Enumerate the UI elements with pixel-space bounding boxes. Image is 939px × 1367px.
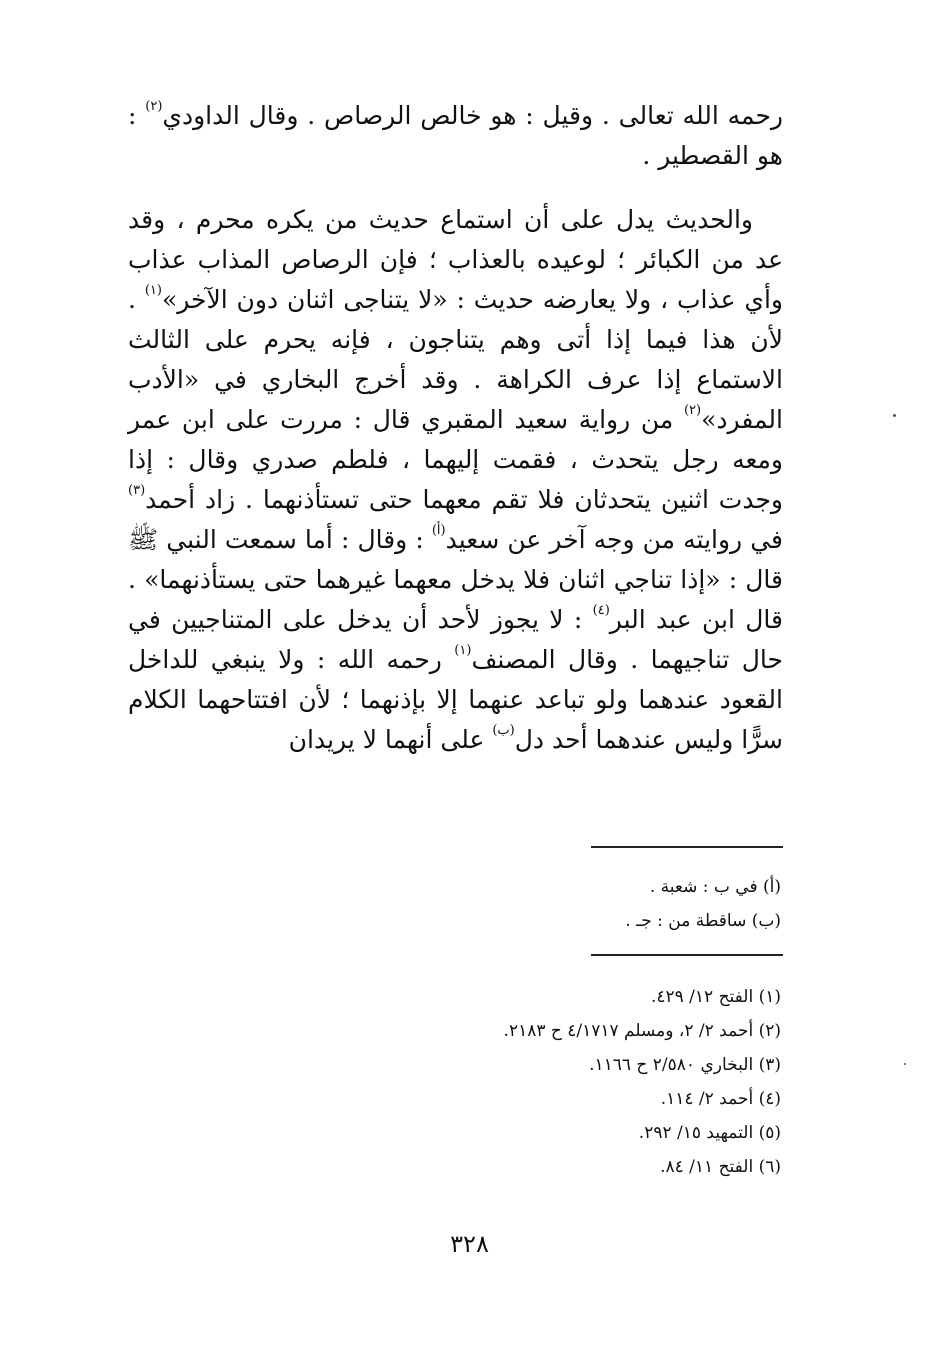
text-segment: : وقال : أما سمعت النبي ﷺ قال : «إذا تناجي اثنان فلا يدخل معهما غيرهما حتى يستأذنهما» . قال ابن عبد البر — [128, 525, 783, 634]
footnote-marker: (ب) — [492, 723, 515, 738]
footnote: (٤) أحمد ٢/ ١١٤. — [660, 1089, 781, 1109]
footnote-marker: (٤) — [592, 603, 610, 618]
footnote-marker: (٣) — [128, 483, 146, 498]
footnote: (١) الفتح ١٢/ ٤٢٩. — [650, 987, 781, 1007]
text-segment: : هو القصطير . — [128, 101, 783, 170]
text-segment: رحمه الله : ولا ينبغي للداخل القعود عندهما ولو تباعد عنهما إلا بإذنهما ؛ لأن افتتاحهما الكلام سرًّا وليس عندهما أحد دل — [128, 645, 783, 754]
footnote-marker: (أ) — [431, 523, 446, 538]
text-segment: والحديث يدل على أن استماع حديث من يكره محرم ، وقد عد من الكبائر ؛ لوعيده بالعذاب ؛ فإن الرصاص المذاب عذاب وأي عذاب ، ولا يعارضه حديث : «لا يتناجى اثنان دون الآخر» — [128, 205, 783, 314]
scan-speck — [904, 1063, 906, 1065]
text-segment: : لا يجوز لأحد أن يدخل على المتناجيين في حال تناجيهما . وقال المصنف — [128, 605, 783, 674]
footnote: (ب) ساقطة من : جـ . — [625, 911, 781, 931]
footnote-marker: (٢) — [683, 403, 702, 418]
footnote: (٦) الفتح ١١/ ٨٤. — [660, 1157, 781, 1177]
text-segment: . لأن هذا فيما إذا أتى وهم يتناجون ، فإنه يحرم على الثالث الاستماع إذا عرف الكراهة . وقد أخرج البخاري في «الأدب المفرد» — [128, 285, 783, 434]
footnote: (٢) أحمد ٢/ ٢، ومسلم ٤/١٧١٧ ح ٢١٨٣. — [503, 1021, 781, 1041]
footnote: (٥) التمهيد ١٥/ ٢٩٢. — [638, 1123, 781, 1143]
footnote-marker: (٢) — [145, 99, 163, 114]
footnote-marker: (١) — [144, 283, 162, 298]
main-text — [128, 96, 783, 760]
footnotes-numbers — [181, 980, 781, 1184]
footnote-marker: (١) — [454, 643, 472, 658]
footnote: (٣) البخاري ٢/٥٨٠ ح ١١٦٦. — [589, 1055, 781, 1075]
footnotes-letters — [181, 870, 781, 938]
footnote-separator-numbers — [591, 954, 783, 956]
body-paragraph — [128, 96, 783, 176]
text-segment: رحمه الله تعالى . وقيل : هو خالص الرصاص . وقال الداودي — [162, 101, 783, 130]
text-segment: في روايته من وجه آخر عن سعيد — [445, 525, 783, 554]
text-segment: من رواية سعيد المقبري قال : مررت على ابن عمر ومعه رجل يتحدث ، فقمت إليهما ، فلطم صدري وقال : إذا وجدت اثنين يتحدثان فلا تقم معهما حتى تستأذنهما . زاد أحمد — [128, 405, 783, 514]
page-number: ٣٢٨ — [450, 1230, 489, 1258]
body-paragraph — [128, 200, 783, 760]
text-segment: على أنهما لا يريدان — [288, 725, 493, 754]
footnote-separator-letters — [591, 846, 783, 848]
footnote: (أ) في ب : شعبة . — [649, 877, 781, 897]
scan-speck — [893, 414, 896, 417]
